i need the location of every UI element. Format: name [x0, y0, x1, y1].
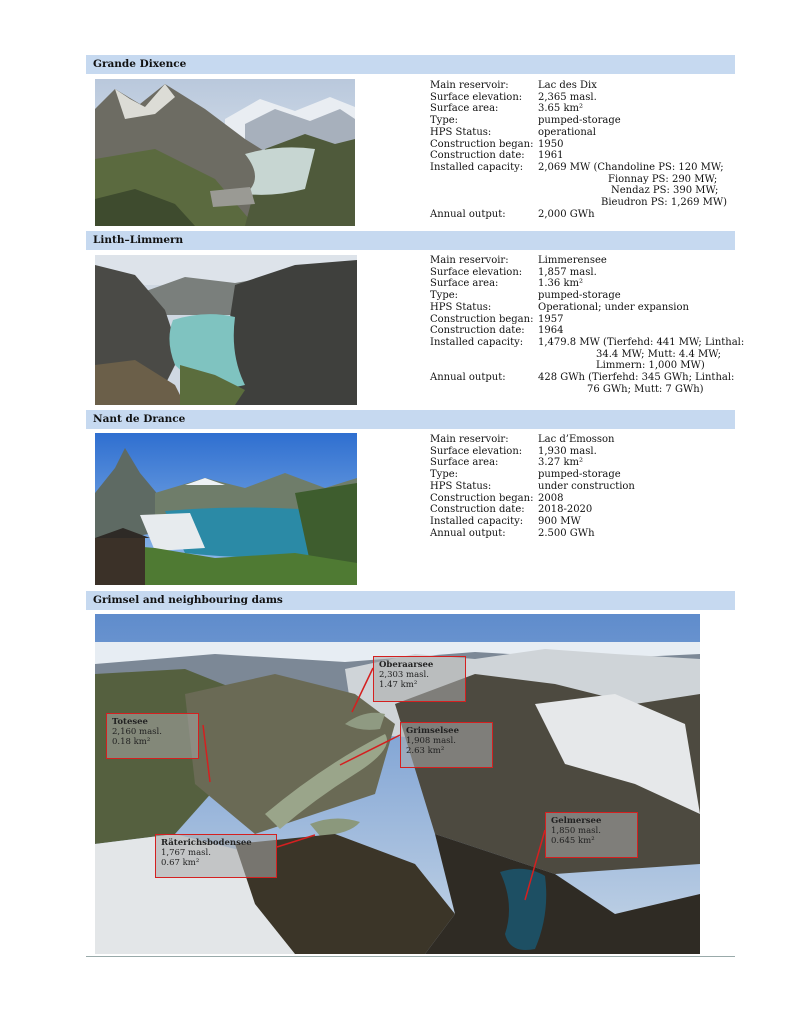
info-row: Construction began: 1950 [430, 138, 564, 150]
info-row: Main reservoir: Lac d’Emosson [430, 434, 615, 445]
info-row: HPS Status: Operational; under expansion [430, 301, 689, 313]
label-raeterichsbodensee: Räterichsbodensee 1,767 masl. 0.67 km² [155, 834, 277, 878]
label-grimselsee: Grimselsee 1,908 masl. 2.63 km² [400, 722, 493, 768]
info-row: Installed capacity: 900 MW [430, 515, 581, 527]
info-continuation: Bieudron PS: 1,269 MW) [601, 197, 728, 209]
label-totesee: Totesee 2,160 masl. 0.18 km² [106, 713, 199, 759]
section-title-linth-limmern: Linth–Limmern [86, 231, 735, 250]
info-row: Surface elevation: 1,930 masl. [430, 445, 597, 457]
info-continuation: Fionnay PS: 290 MW; [608, 173, 718, 185]
info-row: Surface elevation: 1,857 masl. [430, 266, 597, 278]
label-gelmersee: Gelmersee 1,850 masl. 0.645 km² [545, 812, 638, 858]
info-row: Annual output: 428 GWh (Tierfehd: 345 GWh; Linthal: [430, 372, 735, 384]
info-continuation: 76 GWh; Mutt: 7 GWh) [587, 383, 704, 395]
info-continuation: 34.4 MW; Mutt: 4.4 MW; [596, 348, 722, 360]
info-row: Main reservoir: Lac des Dix [430, 80, 597, 91]
info-row: Type: pumped-storage [430, 290, 621, 302]
info-continuation: Limmern: 1,000 MW) [596, 360, 705, 372]
info-row: Main reservoir: Limmerensee [430, 255, 607, 266]
info-row: Surface elevation: 2,365 masl. [430, 91, 597, 103]
info-row: Type: pumped-storage [430, 115, 621, 127]
info-row: HPS Status: operational [430, 126, 596, 138]
bottom-rule [86, 956, 735, 957]
label-oberaarsee: Oberaarsee 2,303 masl. 1.47 km² [373, 656, 466, 702]
info-row: HPS Status: under construction [430, 480, 635, 492]
section-title-grande-dixence: Grande Dixence [86, 55, 735, 74]
info-row: Construction began: 2008 [430, 492, 564, 504]
info-row: Construction date: 2018-2020 [430, 504, 593, 516]
info-row: Construction date: 1961 [430, 150, 564, 162]
info-row: Installed capacity: 2,069 MW (Chandoline PS: 120 MW; [430, 161, 724, 173]
info-row: Construction date: 1964 [430, 325, 564, 337]
section-title-grimsel: Grimsel and neighbouring dams [86, 591, 735, 610]
info-row: Surface area: 3.27 km² [430, 457, 583, 469]
info-row: Type: pumped-storage [430, 469, 621, 481]
info-row: Surface area: 1.36 km² [430, 278, 583, 290]
info-row: Surface area: 3.65 km² [430, 103, 583, 115]
info-continuation: Nendaz PS: 390 MW; [611, 185, 719, 197]
info-row: Annual output: 2,000 GWh [430, 208, 595, 220]
info-row: Installed capacity: 1,479.8 MW (Tierfehd: 441 MW; Linthal: [430, 336, 745, 348]
info-row: Construction began: 1957 [430, 313, 564, 325]
info-row: Annual output: 2.500 GWh [430, 527, 595, 539]
section-title-nant-de-drance: Nant de Drance [86, 410, 735, 429]
